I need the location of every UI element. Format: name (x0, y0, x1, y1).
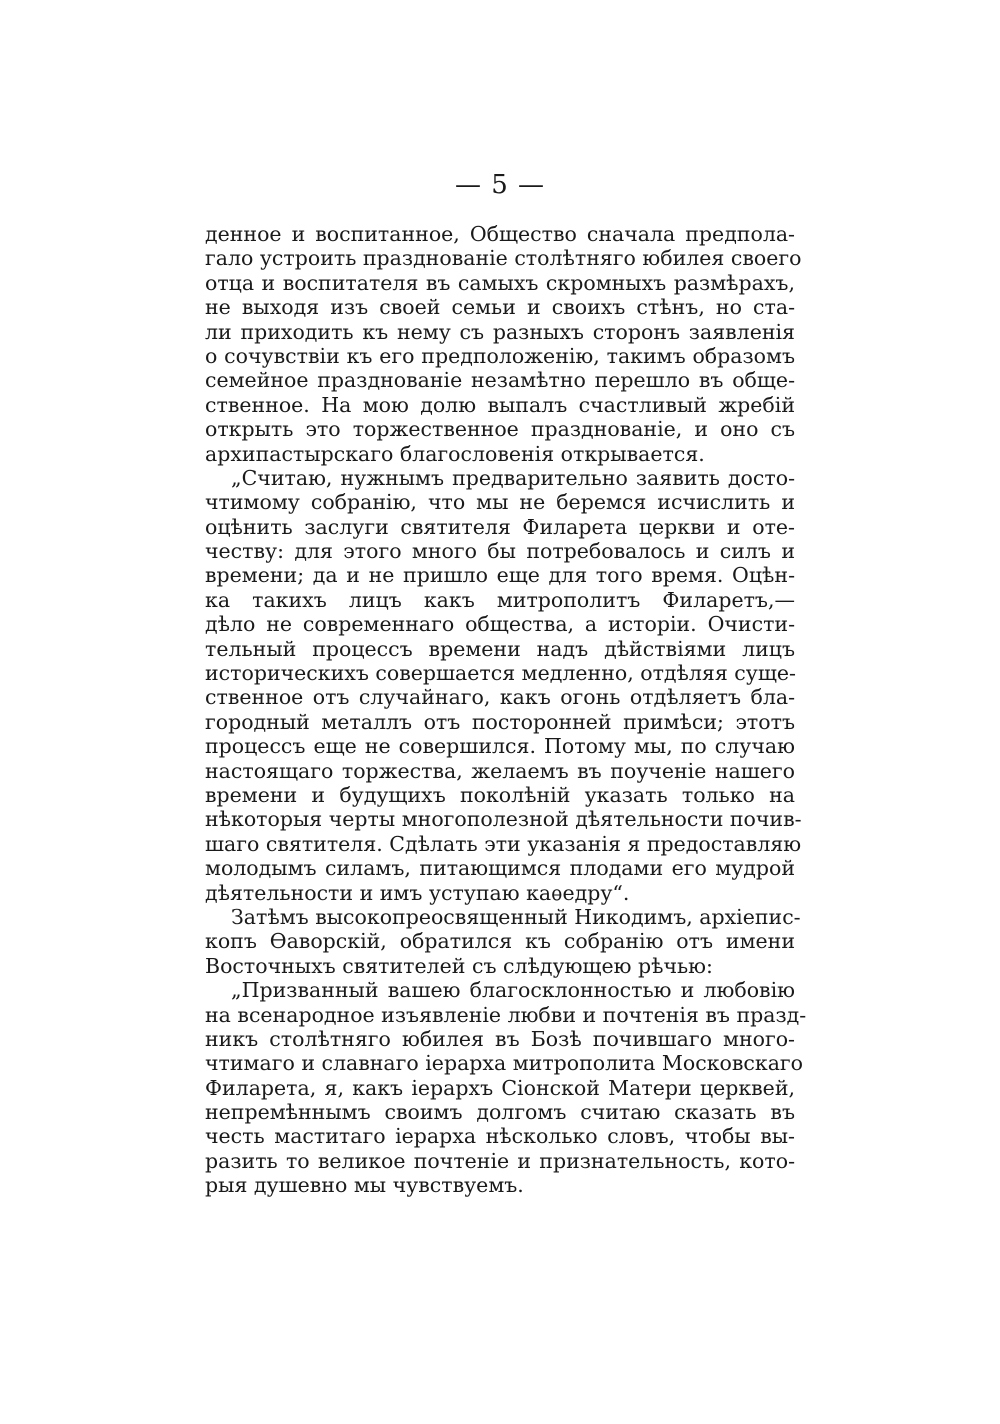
text-line: гало устроить празднованіе столѣтняго юбилея своего (205, 246, 802, 271)
text-line: молодымъ силамъ, питающимся плодами его мудрой (205, 856, 795, 881)
text-line: открыть это торжественное празднованіе, и оно съ (205, 417, 795, 442)
text-line: семейное празднованіе незамѣтно перешло въ обще- (205, 368, 795, 393)
text-line: копъ Ѳаворскій, обратился къ собранію отъ имени (205, 929, 795, 954)
text-line: разить то великое почтеніе и признательность, кото- (205, 1148, 795, 1173)
page-number: — 5 — (454, 170, 546, 200)
text-line: „Призванный вашею благосклонностью и любовію (231, 978, 795, 1003)
text-line: настоящаго торжества, желаемъ въ поученіе нашего (205, 758, 795, 783)
text-line: „Считаю, нужнымъ предварительно заявить досто- (231, 465, 795, 490)
paragraph-3 (205, 904, 801, 978)
body-text (205, 222, 807, 1198)
text-line: времени и будущихъ поколѣній указать только на (205, 782, 795, 807)
text-line: рыя душевно мы чувствуемъ. (205, 1173, 524, 1198)
text-line: ственное отъ случайнаго, какъ огонь отдѣляетъ бла- (205, 685, 795, 710)
text-line: нѣкоторыя черты многополезной дѣятельности почив- (205, 807, 802, 832)
text-line: не выходя изъ своей семьи и своихъ стѣнъ, но ста- (205, 295, 795, 320)
paragraph-2 (205, 465, 802, 905)
text-line: честь маститаго іерарха нѣсколько словъ, чтобы вы- (205, 1124, 795, 1149)
text-line: чтимаго и славнаго іерарха митрополита Московскаго (205, 1051, 804, 1076)
text-line: процессъ еще не совершился. Потому мы, по случаю (205, 734, 795, 759)
text-line: Филарета, я, какъ іерархъ Сіонской Матери церквей, (205, 1075, 795, 1100)
text-line: на всенародное изъявленіе любви и почтенія въ празд- (205, 1002, 807, 1027)
paragraph-1 (205, 222, 802, 466)
text-line: архипастырскаго благословенія открывается. (205, 441, 705, 466)
text-line: Восточныхъ святителей съ слѣдующею рѣчью: (205, 953, 713, 978)
text-line: Затѣмъ высокопреосвященный Никодимъ, архіепис- (231, 904, 801, 929)
text-line: непремѣннымъ своимъ долгомъ считаю сказать въ (205, 1100, 795, 1125)
text-line: дѣло не современнаго общества, а исторіи. Очисти- (205, 612, 795, 637)
text-line: отца и воспитателя въ самыхъ скромныхъ размѣрахъ, (205, 270, 795, 295)
text-line: историческихъ совершается медленно, отдѣляя суще- (205, 661, 796, 686)
text-line: чтимому собранію, что мы не беремся исчислить и (205, 490, 795, 515)
paragraph-4 (205, 978, 807, 1198)
text-line: времени; да и не пришло еще для того время. Оцѣн- (205, 563, 795, 588)
text-line: ка такихъ лицъ какъ митрополитъ Филаретъ,— (205, 587, 795, 612)
text-line: честву: для этого много бы потребовалось и силъ и (205, 539, 795, 564)
text-line: никъ столѣтняго юбилея въ Бозѣ почившаго много- (205, 1026, 795, 1051)
text-line: ственное. На мою долю выпалъ счастливый жребій (205, 392, 795, 417)
text-line: оцѣнить заслуги святителя Филарета церкви и оте- (205, 514, 795, 539)
text-line: денное и воспитанное, Общество сначала предпола- (205, 222, 795, 246)
text-line: о сочувствіи къ его предположенію, такимъ образомъ (205, 343, 795, 368)
text-line: шаго святителя. Сдѣлать эти указанія я предоставляю (205, 831, 802, 856)
text-line: тельный процессъ времени надъ дѣйствіями лицъ (205, 636, 795, 661)
text-line: городный металлъ отъ посторонней примѣси; этотъ (205, 709, 795, 734)
text-line: ли приходить къ нему съ разныхъ сторонъ заявленія (205, 319, 795, 344)
text-line: дѣятельности и имъ уступаю каѳедру“. (205, 880, 630, 905)
